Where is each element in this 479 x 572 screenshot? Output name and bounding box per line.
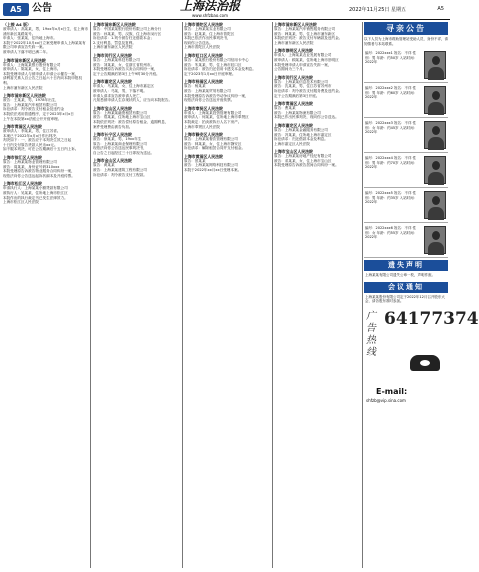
notice-line: 被申请人：陈某某，女，住上海市。 [3, 67, 61, 72]
person-card [364, 153, 448, 188]
notice-line: 原告：上海某某实业有限公司 [184, 27, 231, 31]
notice-line: 原告：某某银行股份有限公司信用卡中心 [184, 57, 249, 62]
person-card [364, 188, 448, 223]
notice-line: 被告：郑某某，住所地上海市宝山区 [93, 115, 151, 120]
ad-label: 广告热线 [366, 310, 376, 358]
notice-title: 上海市浦东新区人民法院 [3, 57, 46, 63]
notice-line: 请利害关系人自公告之日起六十日内向本院申报权利。 [3, 76, 83, 85]
notice-block [184, 154, 270, 173]
notice-line: 原告：中国某某银行股份有限公司上海分行 [93, 27, 162, 31]
person-photo [424, 86, 446, 114]
notice-line: 申请执行人：上海某某小额贷款有限公司 [3, 186, 68, 191]
notice-title: 上海市虹口区人民法院 [184, 52, 223, 58]
notice-line: 原告：上海某某金融服务有限公司 [274, 127, 328, 132]
notice-line: 原告：上海某某融资租赁有限公司 [93, 110, 147, 115]
notice-line: 被告：上海某某网络科技有限公司 [184, 163, 238, 168]
notice-block [274, 101, 360, 120]
person-photo [424, 226, 446, 254]
notice-line: 诉讼请求：1.判令被告归还借款本金； [93, 36, 154, 41]
notice-line: 申请人：上海某某银行股份有限公司 [3, 62, 61, 67]
person-list [364, 48, 448, 258]
notice-line: 凡知悉被申请人生存现状的人，应当向本院报告。 [93, 98, 173, 103]
notice-block [274, 22, 360, 45]
notice-line: 被告：上海某某贸易有限公司 [184, 88, 231, 93]
notice-line: 申请人：张某某，住所地上海市。 [3, 36, 57, 41]
notice-line: 上海市浦东新区人民法院 [274, 40, 314, 45]
notice-line: 申请人：上海某某农业发展有限公司 [274, 53, 332, 58]
notice-line: 现依法向你公告送达开庭传票。 [184, 98, 235, 103]
meeting-notice-heading: 会议通知 [364, 282, 448, 293]
notice-line: 原告：上海某某科技有限公司 [93, 57, 140, 62]
email-label: E-mail: [376, 386, 408, 396]
notice-line: 诉讼请求：解除租赁合同并支付租金。 [184, 146, 246, 151]
notice-line: 定于公告期满后第3日上午9时30分开庭。 [93, 71, 160, 76]
notice-title: 上海市徐汇区人民法院 [3, 155, 42, 161]
notice-line: 被告：上海某某建筑工程有限公司 [93, 168, 147, 173]
notice-title: 上海市宝山区人民法院 [274, 149, 313, 155]
notice-block [3, 155, 88, 178]
sidebar-intro: 以下人员为上海市救助管理站受助人员，身份不详，请知情者与本站联系。 [364, 37, 448, 46]
notice-line: 原告：上海某某汽车销售服务有限公司 [274, 27, 336, 31]
ad-phone-number: 64177374 [384, 308, 479, 329]
notice-title: 上海市青浦区人民法院 [3, 124, 42, 130]
notice-block [93, 132, 180, 155]
notice-line: 被申请人：高某某，男，19xx年x月x日生，住上海市浦东新区某路某号。 [3, 27, 88, 36]
notice-column-2 [93, 22, 180, 568]
notice-block [274, 123, 360, 146]
person-info: 编号：2022xxx4 姓名：不详 性别：男 年龄：约70岁 入站时间：2022年 [365, 156, 418, 169]
notice-line: 现依法向你公告送达民事判决书， [93, 146, 147, 151]
notice-line: 上海市嘉定区人民法院 [274, 141, 310, 146]
person-info: 编号：2022xxx1 姓名：不详 性别：男 年龄：约50岁 入站时间：2022年 [365, 51, 418, 64]
notice-line: 本案已于2022年x月x日作出判决， [3, 133, 60, 138]
notice-line: 本院依法适用普通程序，定于2023年x月x日 [3, 111, 74, 116]
lost-notice-heading: 遗失声明 [364, 260, 448, 271]
notice-line: 2.支付利息、罚息及复利。 [93, 40, 136, 45]
notice-line: 诉讼请求：归还借款本金及利息。 [274, 137, 328, 142]
notice-block [184, 79, 270, 102]
person-photo [424, 156, 446, 184]
notice-block [184, 22, 270, 50]
notice-block [93, 79, 180, 102]
notice-title: 上海市嘉定区人民法院 [274, 122, 313, 128]
notice-block [274, 48, 360, 71]
notice-line: 原告：蔡某某 [184, 158, 206, 163]
notice-line: 申请人请求宣告被申请人死亡， [93, 93, 144, 98]
notice-line: 被告：赵某某，住上海市普陀区 [184, 31, 235, 36]
notice-line: 被执行人：吴某某，住所地上海市松江区 [3, 191, 68, 196]
notice-line: 上海市浦东新区人民法院 [3, 85, 43, 90]
notice-line: 如不服本判决，可在公告期满后十五日内上诉。 [3, 147, 79, 152]
column-divider [182, 22, 183, 568]
notice-line: 被告：周某某，身份证号码310xxx [3, 164, 60, 169]
notice-line: 本院受理原告诉被告买卖合同纠纷一案， [93, 67, 158, 72]
notice-line: 本院作出的执行裁定书已发生法律效力。 [3, 195, 68, 200]
notice-line: 本院受理申请人与被申请人申请公示催告一案， [3, 71, 79, 76]
notice-block [184, 53, 270, 76]
lost-notice-text: 上海某某有限公司遗失公章一枚，声明作废。 [365, 273, 435, 277]
notice-line: 上午在本院第xx法庭公开开庭审理。 [3, 116, 62, 121]
person-card [364, 118, 448, 153]
notice-title: 上海市崇明区人民法院 [274, 48, 313, 54]
notice-column-1 [3, 22, 88, 568]
notice-block [184, 132, 270, 151]
notice-title: 上海市青浦区人民法院 [274, 101, 313, 107]
notice-block [93, 106, 180, 129]
notice-line: 被告：王某某，男，1978年出生， [3, 98, 59, 103]
notice-block [3, 22, 88, 55]
notice-line: 被申请人：李某某，男，住江苏省。 [3, 129, 61, 134]
sidebar [364, 22, 479, 568]
person-info: 编号：2022xxx3 姓名：不详 性别：女 年龄：约45岁 入站时间：2022年 [365, 121, 418, 134]
notice-line: 上海市松江区人民法院 [3, 200, 39, 205]
notice-block [184, 106, 270, 129]
notice-title: 上海市普陀区人民法院 [184, 22, 223, 27]
notice-line: 申请人：上海某某投资管理有限公司 [184, 110, 242, 115]
person-info: 编号：2022xxx5 姓名：不详 性别：男 年龄：约35岁 入站时间：2022年 [365, 191, 418, 204]
notice-column-3 [184, 22, 270, 568]
notice-title: 上海市杨浦区人民法院 [184, 79, 223, 85]
notice-line: 判决如下：一、被告应于本判决生效之日起 [3, 138, 72, 143]
notice-block [93, 22, 180, 50]
masthead-url: www.shfzbao.com [191, 13, 229, 18]
notice-title: 上海市嘉定区人民法院 [93, 79, 132, 85]
notice-title: 上海市闵行区人民法院 [274, 74, 313, 80]
notice-line: 原告：上海某某信息技术有限公司 [274, 79, 328, 84]
notice-line: 上海市奉贤区人民法院 [184, 124, 220, 129]
notice-block [3, 58, 88, 91]
notice-column-4 [274, 22, 360, 568]
notice-line: 本院已作出民事判决，现向你公告送达。 [274, 115, 339, 120]
notice-line: 本院依法判决：被告支付车辆款及违约金。 [274, 36, 343, 41]
person-info: 编号：2022xxx2 姓名：不详 性别：男 年龄：约60岁 入站时间：2022年 [365, 86, 418, 99]
notice-title: 上海市宝山区人民法院 [93, 105, 132, 111]
notice-title: 上海市黄浦区人民法院 [184, 153, 223, 159]
notice-line: 原告：上海某某餐饮管理有限公司 [184, 137, 238, 142]
masthead [150, 0, 270, 18]
person-photo [424, 51, 446, 79]
email-address: shfzb@vip.sina.com [366, 397, 406, 403]
notice-line: 被告：刘某某，女，住浙江省杭州市。 [93, 62, 155, 67]
page-number: A5 [437, 6, 444, 12]
notice-line: 被告：徐某某，男，19xx年生 [93, 137, 142, 142]
column-divider [272, 22, 273, 568]
notice-line: 被告：沈某某，男，住江苏省苏州市 [274, 84, 332, 89]
notice-line: 被告：韩某某，男，住上海市浦东新区 [274, 31, 336, 36]
notice-line: 本院已依法作出民事判决书， [184, 36, 231, 41]
notice-title: 上海市奉贤区人民法院 [184, 105, 223, 111]
notice-block [274, 75, 360, 98]
notice-line: 自公告之日起经过三十日即视为送达。 [93, 150, 155, 155]
notice-line: 本院裁定：拍卖被执行人名下房产。 [184, 119, 242, 124]
notice-title: 上海市金山区人民法院 [93, 158, 132, 164]
person-info: 编号：2022xxx6 姓名：不详 性别：女 年龄：约55岁 入站时间：2022年 [365, 226, 418, 239]
notice-line: 被告：上海某某物流有限公司 [274, 110, 321, 115]
notice-block [3, 93, 88, 121]
person-photo [424, 121, 446, 149]
phone-icon [410, 355, 440, 371]
notice-line: 本院受理原告诉被告居间合同纠纷一案。 [274, 163, 339, 168]
notice-block [93, 53, 180, 76]
issue-date: 2022年11月25日 星期五 [348, 7, 406, 13]
column-divider [362, 22, 363, 568]
notice-line: 定于公告期满后第3日开庭。 [274, 93, 320, 98]
page-header [0, 0, 450, 20]
notice-line: 原告：黄某某 [93, 163, 115, 168]
notice-line: 被告：朱某某，男，住上海市虹口区 [184, 62, 242, 67]
ad-hotline [364, 308, 479, 409]
notice-block [274, 149, 360, 168]
notice-title: 上海市浦东新区人民法院 [3, 93, 46, 99]
notice-line: 现依法向你公告送达起诉状副本及开庭传票。 [3, 173, 75, 178]
notice-line: 本院受理原告诉被告物业服务合同纠纷一案， [3, 169, 75, 174]
notice-line: 案件受理费由被告负担。 [93, 124, 133, 129]
notice-line: 诉讼请求：判令被告支付服务费及违约金。 [274, 88, 343, 93]
page-badge: A5 [3, 3, 29, 16]
person-card [364, 83, 448, 118]
section-title: 公告 [32, 3, 52, 14]
notice-title: 上海市松江区人民法院 [3, 181, 42, 187]
notice-line: 被告：林某某，女，住上海市静安区 [184, 141, 242, 146]
notice-line: 本院受理申请人申请宣告失踪一案， [274, 62, 332, 67]
notice-line: 诉讼请求：被告归还信用卡透支本金及利息。 [184, 67, 256, 72]
notice-title: 上海市静安区人民法院 [184, 132, 223, 138]
notice-line: 上海市浦东新区人民法院 [93, 45, 133, 50]
column-divider [90, 22, 91, 568]
notice-line: 原告：杨某某 [184, 84, 206, 89]
notice-line: 十日内支付原告货款人民币xx元。 [3, 142, 58, 147]
notice-line: 公告期间为三个月。 [274, 67, 307, 72]
notice-title: 上海市浦东新区人民法院 [93, 22, 136, 27]
notice-line: 被告：冯某某，住所地上海市嘉定区 [274, 132, 332, 137]
notice-line: 定于2023年1月xx日开庭审理。 [184, 71, 236, 76]
person-card [364, 48, 448, 83]
notice-line: 被告：孙某某，男，汉族，住上海市闵行区 [93, 31, 162, 36]
notice-line: 原告：上海某某物业管理有限公司 [3, 160, 57, 165]
meeting-notice-text: 上海某某股份有限公司定于2022年12月召开股东大会，请各股东准时参加。 [365, 294, 445, 303]
notice-line: 被申请人：马某，男，下落不明。 [93, 88, 147, 93]
notice-line: 本院于2022年10月xx日立案受理申请人上海某某有限公司申请宣告失踪一案。 [3, 40, 86, 50]
notice-block [3, 124, 88, 152]
notice-line: 被申请人：何某某，住所地上海市奉贤区 [184, 115, 249, 120]
person-photo [424, 191, 446, 219]
notice-line: 被申请人：顾某某，住所地上海市崇明区 [274, 57, 339, 62]
notice-line: 本院于2022年xx月xx日受理本案。 [184, 168, 242, 173]
notice-line: 原告：上海某某房地产经纪有限公司 [274, 154, 332, 159]
sidebar-heading: 寻亲公告 [364, 22, 448, 35]
notice-block [3, 181, 88, 204]
notice-line: 诉讼请求：判令被告支付租金及违约金 [3, 107, 65, 112]
notice-block [93, 158, 180, 177]
notice-line: 上海市普陀区人民法院 [184, 45, 220, 50]
notice-line: 被告：邓某某，女，住上海市宝山区 [274, 158, 332, 163]
notice-title: （上接 A4 版） [3, 22, 31, 27]
notice-line: 原告：上海某某汽车租赁有限公司 [3, 102, 57, 107]
notice-title: 上海市闵行区人民法院 [93, 52, 132, 58]
notice-line: 原告：上海某某商业保理有限公司 [93, 141, 147, 146]
person-card [364, 223, 448, 258]
notice-line: 被申请人下落不明已满二年。 [3, 49, 50, 54]
notice-title: 上海市长宁区人民法院 [93, 132, 132, 138]
notice-line: 现向你公告送达。 [184, 40, 213, 45]
notice-line: 原告：曹某某 [274, 106, 296, 111]
notice-title: 上海市浦东新区人民法院 [274, 22, 317, 27]
masthead-title: 上海法治报 [179, 0, 240, 13]
notice-line: 诉讼请求：判令被告支付工程款。 [93, 172, 147, 177]
notice-line: 本院依法判决：被告偿付原告租金、逾期利息， [93, 119, 169, 124]
notice-line: 申请人：马某某，女，住上海市嘉定区 [93, 84, 155, 89]
notice-line: 本院受理原告诉被告劳动争议纠纷一案， [184, 93, 249, 98]
